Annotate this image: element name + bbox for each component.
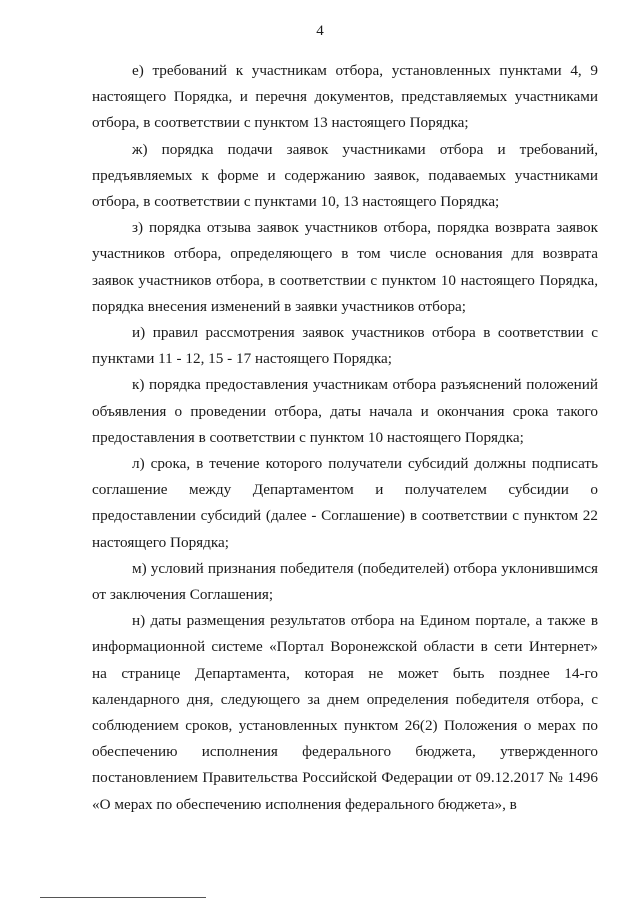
paragraph-n: н) даты размещения результатов отбора на Едином портале, а также в информационной системе «Портал Воронежской области в сети Интернет» на странице Департамента, которая не может быть позднее 14-го календарного дня, следующего за днем определения победителя отбора, с соблюдением сроков, установленных пунктом 26(2) Положения о мерах по обеспечению исполнения федерального бюджета, утвержденного постановлением Правительства Российской Федерации от 09.12.2017 № 1496 «О мерах по обеспечению исполнения федерального бюджета», в <box>92 612 598 813</box>
paragraph-i: и) правил рассмотрения заявок участников отбора в соответствии с пунктами 11 - 12, 15 - 17 настоящего Порядка; <box>92 324 598 368</box>
document-body <box>92 58 598 818</box>
footer-divider <box>40 897 206 898</box>
paragraph-z: з) порядка отзыва заявок участников отбора, порядка возврата заявок участников отбора, определяющего в том числе основания для возврата заявок участников отбора, в соответствии с пунктом 10 настоящего Порядка, порядка внесения изменений в заявки участников отбора; <box>92 219 598 315</box>
paragraph-zh: ж) порядка подачи заявок участниками отбора и требований, предъявляемых к форме и содержанию заявок, подаваемых участниками отбора, в соответствии с пунктами 10, 13 настоящего Порядка; <box>92 140 598 211</box>
paragraph-k: к) порядка предоставления участникам отбора разъяснений положений объявления о проведении отбора, даты начала и окончания срока такого предоставления в соответствии с пунктом 10 настоящего Порядка; <box>92 376 598 446</box>
paragraph-l: л) срока, в течение которого получатели субсидий должны подписать соглашение между Департаментом и получателем субсидии о предоставлении субсидий (далее - Соглашение) в соответствии с пунктом 22 настоящего Порядка; <box>92 455 598 551</box>
page-number: 4 <box>316 23 324 39</box>
paragraph-m: м) условий признания победителя (победителей) отбора уклонившимся от заключения Соглашения; <box>92 559 598 604</box>
paragraph-e: е) требований к участникам отбора, установленных пунктами 4, 9 настоящего Порядка, и перечня документов, представляемых участниками отбора, в соответствии с пунктом 13 настоящего Порядка; <box>92 62 598 132</box>
